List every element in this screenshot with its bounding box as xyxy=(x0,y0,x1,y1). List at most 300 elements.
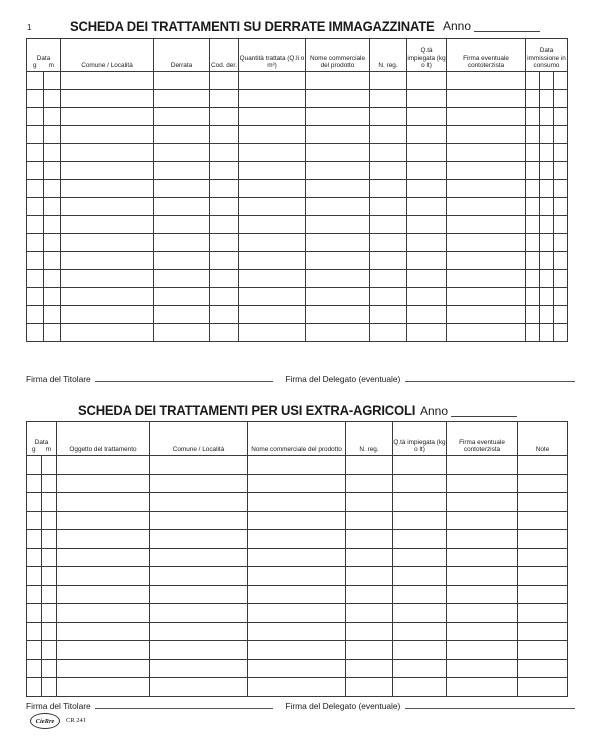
col-data-2 xyxy=(27,422,57,456)
section1-cell[interactable] xyxy=(210,270,239,288)
col-n-reg: N. reg. xyxy=(370,39,407,72)
section2-cell[interactable] xyxy=(518,678,568,697)
section2-cell[interactable] xyxy=(57,567,150,586)
firma-titolare-2-field[interactable] xyxy=(95,708,273,709)
section2-cell[interactable] xyxy=(447,604,518,623)
section2-cell[interactable] xyxy=(346,641,393,660)
firma-delegato-label: Firma del Delegato (eventuale) xyxy=(285,374,401,384)
section1-cell[interactable] xyxy=(306,270,370,288)
section1-cell[interactable] xyxy=(154,126,210,144)
section1-row xyxy=(27,270,568,288)
section1-cell[interactable] xyxy=(239,216,306,234)
section1-cell[interactable] xyxy=(154,252,210,270)
section1-cell[interactable] xyxy=(154,216,210,234)
section1-cell[interactable] xyxy=(447,72,526,90)
section1-cell[interactable] xyxy=(447,180,526,198)
section2-cell[interactable] xyxy=(447,511,518,530)
section2-cell[interactable] xyxy=(518,641,568,660)
col-data-label: Data xyxy=(36,54,51,62)
col-g-label: g xyxy=(33,61,37,69)
section2-cell[interactable] xyxy=(447,530,518,549)
section2-cell[interactable] xyxy=(518,456,568,475)
section2-cell[interactable] xyxy=(57,604,150,623)
section1-cell[interactable] xyxy=(526,252,568,270)
section1-title: SCHEDA DEI TRATTAMENTI SU DERRATE IMMAGAZZINATE xyxy=(70,18,435,34)
section1-cell[interactable] xyxy=(447,198,526,216)
section1-row xyxy=(27,108,568,126)
section1-row xyxy=(27,306,568,324)
section2-row xyxy=(27,474,568,493)
section2-cell[interactable] xyxy=(248,567,346,586)
section2-cell[interactable] xyxy=(393,493,447,512)
section1-row xyxy=(27,162,568,180)
section1-cell[interactable] xyxy=(61,72,154,90)
section1-cell[interactable] xyxy=(61,162,154,180)
section2-cell[interactable] xyxy=(447,493,518,512)
section1-cell[interactable] xyxy=(370,234,407,252)
section2-cell[interactable] xyxy=(346,493,393,512)
section1-cell[interactable] xyxy=(447,90,526,108)
section1-cell[interactable] xyxy=(306,288,370,306)
section1-cell[interactable] xyxy=(210,234,239,252)
section1-cell[interactable] xyxy=(526,288,568,306)
section1-cell[interactable] xyxy=(239,90,306,108)
col-data xyxy=(27,39,61,72)
section1-cell[interactable] xyxy=(154,324,210,342)
section1-cell[interactable] xyxy=(154,180,210,198)
section1-cell[interactable] xyxy=(370,162,407,180)
section1-cell[interactable] xyxy=(526,198,568,216)
section2-cell[interactable] xyxy=(447,456,518,475)
section2-cell[interactable] xyxy=(248,678,346,697)
section1-cell[interactable] xyxy=(61,288,154,306)
firma-delegato-2-field[interactable] xyxy=(405,708,575,709)
section1-cell[interactable] xyxy=(210,72,239,90)
section2-cell[interactable] xyxy=(447,622,518,641)
section1-cell[interactable] xyxy=(306,234,370,252)
section2-cell[interactable] xyxy=(393,622,447,641)
section2-cell[interactable] xyxy=(150,641,248,660)
col-m-label: m xyxy=(48,61,54,69)
section1-cell[interactable] xyxy=(370,270,407,288)
col-g-2-label: g xyxy=(32,445,36,453)
section1-cell[interactable] xyxy=(370,108,407,126)
section2-cell[interactable] xyxy=(248,659,346,678)
section1-cell[interactable] xyxy=(210,288,239,306)
section2-cell[interactable] xyxy=(248,474,346,493)
section1-cell[interactable] xyxy=(526,90,568,108)
section1-cell[interactable] xyxy=(61,252,154,270)
section1-cell[interactable] xyxy=(407,252,447,270)
section1-cell[interactable] xyxy=(526,72,568,90)
section1-row xyxy=(27,216,568,234)
publisher-logo: CieRre xyxy=(30,713,60,729)
section1-row xyxy=(27,198,568,216)
section1-cell[interactable] xyxy=(526,306,568,324)
section1-cell[interactable] xyxy=(370,306,407,324)
col-derrata: Derrata xyxy=(154,39,210,72)
column-subdivider xyxy=(43,71,44,341)
section1-cell[interactable] xyxy=(447,270,526,288)
section1-cell[interactable] xyxy=(407,180,447,198)
section1-row xyxy=(27,324,568,342)
section2-row xyxy=(27,567,568,586)
section2-cell[interactable] xyxy=(346,511,393,530)
section1-cell[interactable] xyxy=(407,162,447,180)
section2-cell[interactable] xyxy=(393,548,447,567)
col-comune-2: Comune / Località xyxy=(150,422,248,456)
firma-titolare-label: Firma del Titolare xyxy=(26,374,91,384)
section2-cell[interactable] xyxy=(150,604,248,623)
section1-row xyxy=(27,90,568,108)
section2-cell[interactable] xyxy=(447,567,518,586)
section2-cell[interactable] xyxy=(57,585,150,604)
col-quantita: Quantità trattata (Q.li o m³) xyxy=(239,39,306,72)
section2-cell[interactable] xyxy=(447,548,518,567)
column-subdivider xyxy=(41,455,42,696)
section1-cell[interactable] xyxy=(210,216,239,234)
firma-titolare-2-label: Firma del Titolare xyxy=(26,701,91,711)
section1-cell[interactable] xyxy=(154,270,210,288)
section1-cell[interactable] xyxy=(370,180,407,198)
section1-row xyxy=(27,144,568,162)
section1-cell[interactable] xyxy=(370,324,407,342)
section1-cell[interactable] xyxy=(239,324,306,342)
section2-cell[interactable] xyxy=(518,622,568,641)
section1-cell[interactable] xyxy=(210,144,239,162)
section2-row xyxy=(27,456,568,475)
section2-row xyxy=(27,493,568,512)
section1-row xyxy=(27,288,568,306)
section1-cell[interactable] xyxy=(526,162,568,180)
section1-cell[interactable] xyxy=(447,108,526,126)
section1-cell[interactable] xyxy=(306,126,370,144)
section2-cell[interactable] xyxy=(346,585,393,604)
section1-cell[interactable] xyxy=(407,306,447,324)
section2-anno-field[interactable] xyxy=(451,416,517,417)
section1-cell[interactable] xyxy=(526,234,568,252)
col-firma-contoterzista: Firma eventuale contoterzista xyxy=(447,39,526,72)
col-m-2-label: m xyxy=(45,445,51,453)
section2-cell[interactable] xyxy=(518,604,568,623)
section2-cell[interactable] xyxy=(447,659,518,678)
section1-cell[interactable] xyxy=(239,108,306,126)
section2-cell[interactable] xyxy=(346,530,393,549)
section2-cell[interactable] xyxy=(447,585,518,604)
column-subdivider xyxy=(553,71,554,341)
section1-cell[interactable] xyxy=(210,252,239,270)
section2-row xyxy=(27,641,568,660)
section1-cell[interactable] xyxy=(526,270,568,288)
section1-cell[interactable] xyxy=(306,324,370,342)
section1-cell[interactable] xyxy=(61,234,154,252)
section1-cell[interactable] xyxy=(61,216,154,234)
signature-row-1 xyxy=(26,374,575,384)
section2-cell[interactable] xyxy=(393,641,447,660)
section1-cell[interactable] xyxy=(61,108,154,126)
section1-cell[interactable] xyxy=(370,126,407,144)
section2-cell[interactable] xyxy=(248,493,346,512)
section2-cell[interactable] xyxy=(150,530,248,549)
col-n-reg-2: N. reg. xyxy=(346,422,393,456)
section1-cell[interactable] xyxy=(447,162,526,180)
section1-cell[interactable] xyxy=(407,198,447,216)
section1-cell[interactable] xyxy=(447,126,526,144)
section2-cell[interactable] xyxy=(248,548,346,567)
section2-cell[interactable] xyxy=(57,493,150,512)
col-oggetto: Oggetto del trattamento xyxy=(57,422,150,456)
section2-cell[interactable] xyxy=(150,567,248,586)
section2-cell[interactable] xyxy=(393,585,447,604)
section2-cell[interactable] xyxy=(518,511,568,530)
section1-cell[interactable] xyxy=(370,144,407,162)
section2-cell[interactable] xyxy=(150,511,248,530)
col-data-2-label: Data xyxy=(34,438,49,446)
col-data-immissione: Data immissione in consumo xyxy=(526,39,568,72)
section1-cell[interactable] xyxy=(154,72,210,90)
section1-cell[interactable] xyxy=(370,216,407,234)
section1-cell[interactable] xyxy=(306,252,370,270)
section1-cell[interactable] xyxy=(306,216,370,234)
section1-cell[interactable] xyxy=(61,270,154,288)
section1-cell[interactable] xyxy=(447,306,526,324)
section2-cell[interactable] xyxy=(346,604,393,623)
section2-cell[interactable] xyxy=(393,659,447,678)
section1-cell[interactable] xyxy=(239,288,306,306)
section1-cell[interactable] xyxy=(370,288,407,306)
section1-cell[interactable] xyxy=(210,324,239,342)
section2-row xyxy=(27,530,568,549)
section2-cell[interactable] xyxy=(518,493,568,512)
section2-cell[interactable] xyxy=(393,678,447,697)
section2-cell[interactable] xyxy=(346,548,393,567)
section1-cell[interactable] xyxy=(239,126,306,144)
section2-cell[interactable] xyxy=(518,567,568,586)
section1-cell[interactable] xyxy=(447,288,526,306)
section2-cell[interactable] xyxy=(393,567,447,586)
col-qta-impiegata-2: Q.tà impiegata (kg o lt) xyxy=(393,422,447,456)
section2-cell[interactable] xyxy=(447,474,518,493)
section2-cell[interactable] xyxy=(393,530,447,549)
section1-row xyxy=(27,252,568,270)
section2-anno-label: Anno xyxy=(420,404,449,418)
section1-cell[interactable] xyxy=(526,126,568,144)
section1-cell[interactable] xyxy=(61,198,154,216)
section2-cell[interactable] xyxy=(248,604,346,623)
section1-cell[interactable] xyxy=(239,180,306,198)
section2-cell[interactable] xyxy=(57,548,150,567)
section2-cell[interactable] xyxy=(518,530,568,549)
section1-cell[interactable] xyxy=(526,180,568,198)
section2-cell[interactable] xyxy=(518,548,568,567)
section1-cell[interactable] xyxy=(306,198,370,216)
page-number: 1 xyxy=(27,23,32,32)
section2-row xyxy=(27,659,568,678)
section1-table xyxy=(26,38,568,342)
section2-cell[interactable] xyxy=(518,659,568,678)
section1-cell[interactable] xyxy=(210,306,239,324)
section1-cell[interactable] xyxy=(306,90,370,108)
col-qta-impiegata: Q.tà impiegata (kg o lt) xyxy=(407,39,447,72)
col-cod-der: Cod. der. xyxy=(210,39,239,72)
section1-cell[interactable] xyxy=(306,108,370,126)
section1-cell[interactable] xyxy=(447,216,526,234)
section1-cell[interactable] xyxy=(447,252,526,270)
section2-cell[interactable] xyxy=(346,567,393,586)
section2-cell[interactable] xyxy=(447,678,518,697)
section1-cell[interactable] xyxy=(154,306,210,324)
section2-cell[interactable] xyxy=(150,548,248,567)
section1-cell[interactable] xyxy=(370,90,407,108)
section1-cell[interactable] xyxy=(407,144,447,162)
section2-cell[interactable] xyxy=(150,622,248,641)
section1-cell[interactable] xyxy=(61,126,154,144)
section1-cell[interactable] xyxy=(210,180,239,198)
section2-cell[interactable] xyxy=(518,474,568,493)
section2-rows xyxy=(27,456,568,697)
section1-row xyxy=(27,72,568,90)
section1-cell[interactable] xyxy=(154,162,210,180)
section1-cell[interactable] xyxy=(239,252,306,270)
section1-cell[interactable] xyxy=(407,108,447,126)
section2-cell[interactable] xyxy=(346,474,393,493)
section1-row xyxy=(27,180,568,198)
section2-cell[interactable] xyxy=(57,678,150,697)
section1-cell[interactable] xyxy=(407,270,447,288)
section1-anno-label: Anno xyxy=(443,19,472,33)
section1-cell[interactable] xyxy=(407,72,447,90)
firma-titolare-field[interactable] xyxy=(95,381,273,382)
section1-cell[interactable] xyxy=(526,216,568,234)
section2-cell[interactable] xyxy=(393,474,447,493)
section1-cell[interactable] xyxy=(210,198,239,216)
section1-cell[interactable] xyxy=(526,144,568,162)
col-firma-contoterzista-2: Firma eventuale contoterzista xyxy=(447,422,518,456)
section2-cell[interactable] xyxy=(57,641,150,660)
section1-cell[interactable] xyxy=(210,108,239,126)
section2-cell[interactable] xyxy=(57,474,150,493)
section1-cell[interactable] xyxy=(370,72,407,90)
section2-cell[interactable] xyxy=(150,474,248,493)
section1-cell[interactable] xyxy=(447,144,526,162)
section1-cell[interactable] xyxy=(306,180,370,198)
section2-cell[interactable] xyxy=(150,659,248,678)
section2-cell[interactable] xyxy=(57,456,150,475)
section2-row xyxy=(27,585,568,604)
section2-cell[interactable] xyxy=(57,659,150,678)
section1-cell[interactable] xyxy=(407,324,447,342)
section1-cell[interactable] xyxy=(154,90,210,108)
section2-cell[interactable] xyxy=(248,622,346,641)
section2-cell[interactable] xyxy=(346,456,393,475)
column-subdivider xyxy=(539,71,540,341)
section1-row xyxy=(27,234,568,252)
section1-cell[interactable] xyxy=(370,198,407,216)
section2-title: SCHEDA DEI TRATTAMENTI PER USI EXTRA-AGRICOLI xyxy=(78,402,416,418)
section1-cell[interactable] xyxy=(447,324,526,342)
section2-cell[interactable] xyxy=(393,511,447,530)
section2-cell[interactable] xyxy=(150,678,248,697)
section1-cell[interactable] xyxy=(306,72,370,90)
section1-cell[interactable] xyxy=(407,288,447,306)
section1-cell[interactable] xyxy=(239,306,306,324)
section2-cell[interactable] xyxy=(248,511,346,530)
section2-cell[interactable] xyxy=(346,678,393,697)
section1-cell[interactable] xyxy=(239,144,306,162)
section2-cell[interactable] xyxy=(57,530,150,549)
section1-cell[interactable] xyxy=(210,90,239,108)
section2-row xyxy=(27,548,568,567)
signature-row-2 xyxy=(26,701,575,711)
firma-delegato-2-label: Firma del Delegato (eventuale) xyxy=(285,701,401,711)
section2-cell[interactable] xyxy=(518,585,568,604)
section2-cell[interactable] xyxy=(248,641,346,660)
section1-cell[interactable] xyxy=(447,234,526,252)
section2-cell[interactable] xyxy=(57,511,150,530)
section1-cell[interactable] xyxy=(370,252,407,270)
section2-table xyxy=(26,421,568,697)
section1-cell[interactable] xyxy=(407,126,447,144)
section2-cell[interactable] xyxy=(150,456,248,475)
firma-delegato-field[interactable] xyxy=(405,381,575,382)
section2-row xyxy=(27,511,568,530)
section1-cell[interactable] xyxy=(239,72,306,90)
section2-cell[interactable] xyxy=(346,659,393,678)
section1-cell[interactable] xyxy=(306,306,370,324)
section2-cell[interactable] xyxy=(393,604,447,623)
section2-cell[interactable] xyxy=(346,622,393,641)
section1-cell[interactable] xyxy=(239,270,306,288)
section2-cell[interactable] xyxy=(150,585,248,604)
section2-cell[interactable] xyxy=(150,493,248,512)
section2-cell[interactable] xyxy=(248,585,346,604)
section2-cell[interactable] xyxy=(248,530,346,549)
section1-cell[interactable] xyxy=(239,198,306,216)
section2-cell[interactable] xyxy=(447,641,518,660)
section1-cell[interactable] xyxy=(61,324,154,342)
section2-cell[interactable] xyxy=(248,456,346,475)
section1-cell[interactable] xyxy=(61,180,154,198)
section2-cell[interactable] xyxy=(57,622,150,641)
section1-cell[interactable] xyxy=(239,234,306,252)
section1-cell[interactable] xyxy=(526,324,568,342)
section1-cell[interactable] xyxy=(526,108,568,126)
section1-cell[interactable] xyxy=(61,144,154,162)
section1-cell[interactable] xyxy=(210,162,239,180)
section1-cell[interactable] xyxy=(306,162,370,180)
section1-cell[interactable] xyxy=(306,144,370,162)
section1-cell[interactable] xyxy=(210,126,239,144)
section2-row xyxy=(27,622,568,641)
section1-anno-field[interactable] xyxy=(474,31,540,32)
section1-cell[interactable] xyxy=(407,234,447,252)
section1-cell[interactable] xyxy=(61,306,154,324)
section1-cell[interactable] xyxy=(154,144,210,162)
section2-cell[interactable] xyxy=(393,456,447,475)
section1-cell[interactable] xyxy=(407,216,447,234)
section1-rows xyxy=(27,72,568,342)
col-nome-commerciale-2: Nome commerciale del prodotto xyxy=(248,422,346,456)
col-note: Note xyxy=(518,422,568,456)
section1-cell[interactable] xyxy=(154,234,210,252)
section1-cell[interactable] xyxy=(239,162,306,180)
section1-cell[interactable] xyxy=(154,288,210,306)
section1-cell[interactable] xyxy=(61,90,154,108)
section2-row xyxy=(27,604,568,623)
section1-cell[interactable] xyxy=(407,90,447,108)
section1-cell[interactable] xyxy=(154,108,210,126)
section1-cell[interactable] xyxy=(154,198,210,216)
